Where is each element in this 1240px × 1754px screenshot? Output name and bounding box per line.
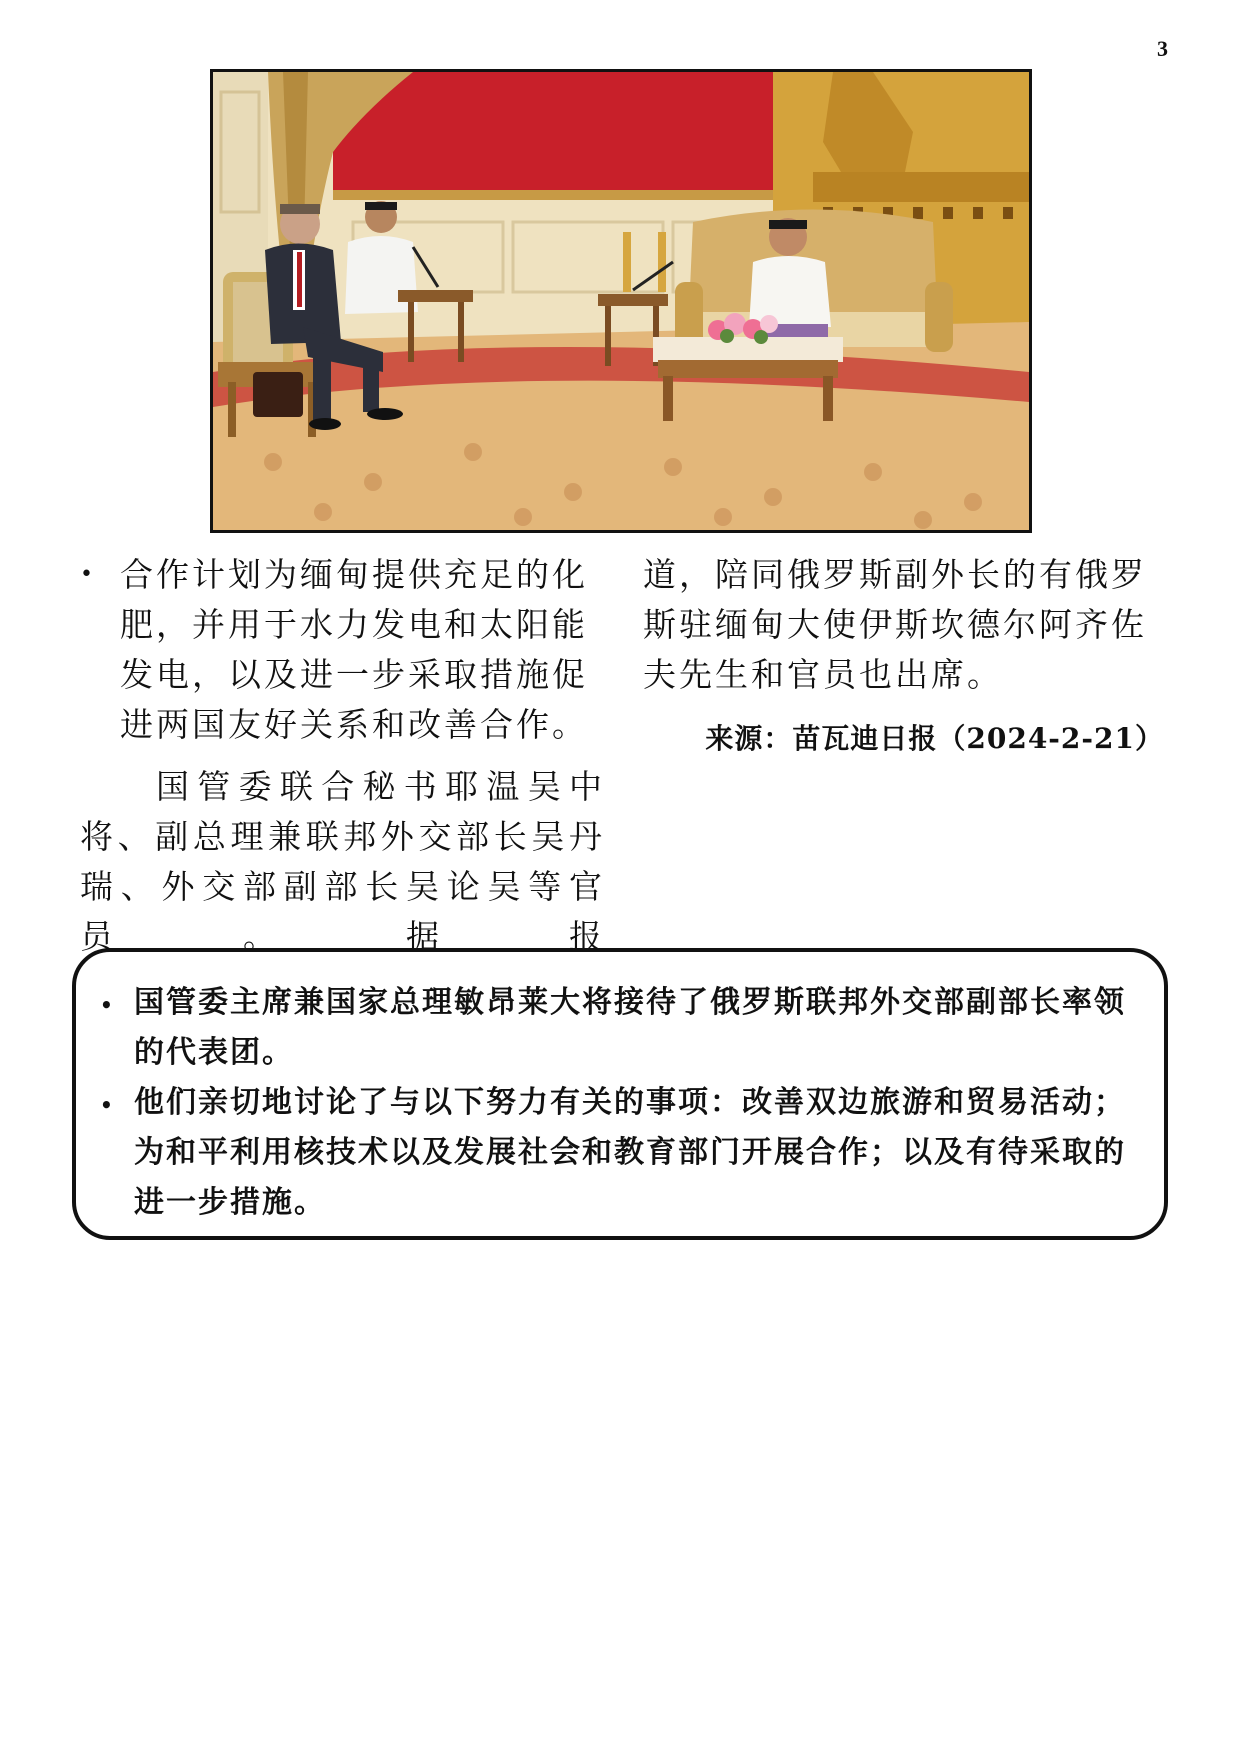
summary-box <box>72 948 1168 1240</box>
right-paragraph: 道，陪同俄罗斯副外长的有俄罗斯驻缅甸大使伊斯坎德尔阿齐佐夫先生和官员也出席。 <box>643 555 1147 694</box>
summary-item-text: 他们亲切地讨论了与以下努力有关的事项：改善双边旅游和贸易活动；为和平利用核技术以及发展社会和教育部门开展合作；以及有待采取的进一步措施。 <box>134 1085 1126 1220</box>
article-left-column <box>80 550 605 962</box>
bullet-icon: • <box>100 1093 115 1117</box>
summary-item <box>94 1078 1134 1228</box>
source-line: 来源：苗瓦迪日报（2024-2-21） <box>705 722 1164 755</box>
meeting-photo <box>210 69 1032 533</box>
article-right-column <box>643 550 1168 764</box>
summary-item <box>94 978 1134 1078</box>
left-bullet-paragraph <box>80 550 605 750</box>
bullet-icon: • <box>80 562 96 587</box>
left-bullet-text: 合作计划为缅甸提供充足的化肥，并用于水力发电和太阳能发电，以及进一步采取措施促进两国友好关系和改善合作。 <box>120 555 588 744</box>
summary-item-text: 国管委主席兼国家总理敏昂莱大将接待了俄罗斯联邦外交部副部长率领的代表团。 <box>134 985 1126 1070</box>
left-paragraph: 国管委联合秘书耶温吴中将、副总理兼联邦外交部长吴丹瑞、外交部副部长吴论吴等官员。据报 <box>80 767 605 956</box>
bullet-icon: • <box>100 993 115 1017</box>
page-number: 3 <box>1157 36 1168 61</box>
